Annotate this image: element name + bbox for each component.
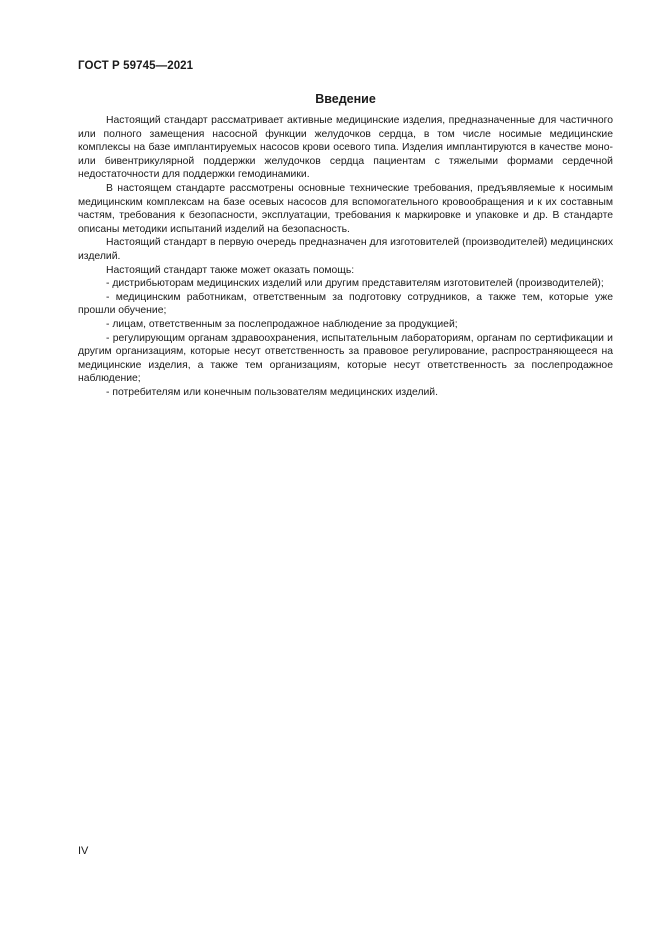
paragraph: Настоящий стандарт в первую очередь предназначен для изготовителей (производителей) медицинских изделий. [78,237,614,262]
body-text [78,114,613,399]
paragraph: Настоящий стандарт рассматривает активные медицинские изделия, предназначенные для частичного или полного замещения насосной функции желудочков сердца, в том числе носимые медицинские комплексы на базе имплантируемых насосов крови осевого типа. Изделия имплантируются в качестве моно- или бивентрикулярной поддержки желудочков сердца пациентам с тяжелыми формами сердечной недостаточности для поддержки гемодинамики. [78,115,613,181]
paragraph: Настоящий стандарт также может оказать помощь: [106,264,355,276]
section-title: Введение [315,92,376,106]
paragraph: В настоящем стандарте рассмотрены основные технические требования, предъявляемые к носимым медицинским комплексам на базе осевых насосов для вспомогательного кровообращения и к их составным частям, требования к безопасности, эксплуатации, требования к маркировке и упаковке и др. В стандарте описаны методики испытаний изделий на безопасность. [78,182,613,235]
page-number: IV [78,845,89,857]
list-item: - потребителям или конечным пользователям медицинских изделий. [106,386,439,398]
list-item: - медицинским работникам, ответственным за подготовку сотрудников, а также тем, которые уже прошли обучение; [78,291,613,317]
document-header: ГОСТ Р 59745—2021 [78,60,194,72]
list-item: - дистрибьюторам медицинских изделий или другим представителям изготовителей (производителей); [106,278,604,290]
list-item: - лицам, ответственным за послепродажное наблюдение за продукцией; [106,318,458,330]
list-item: - регулирующим органам здравоохранения, испытательным лабораториям, органам по сертификации и другим организациям, которые несут ответственность за правовое регулирование, распространяющееся на медицинские изделия, а также тем организациям, которые несут ответственность за послепродажное наблюдение; [78,332,613,385]
